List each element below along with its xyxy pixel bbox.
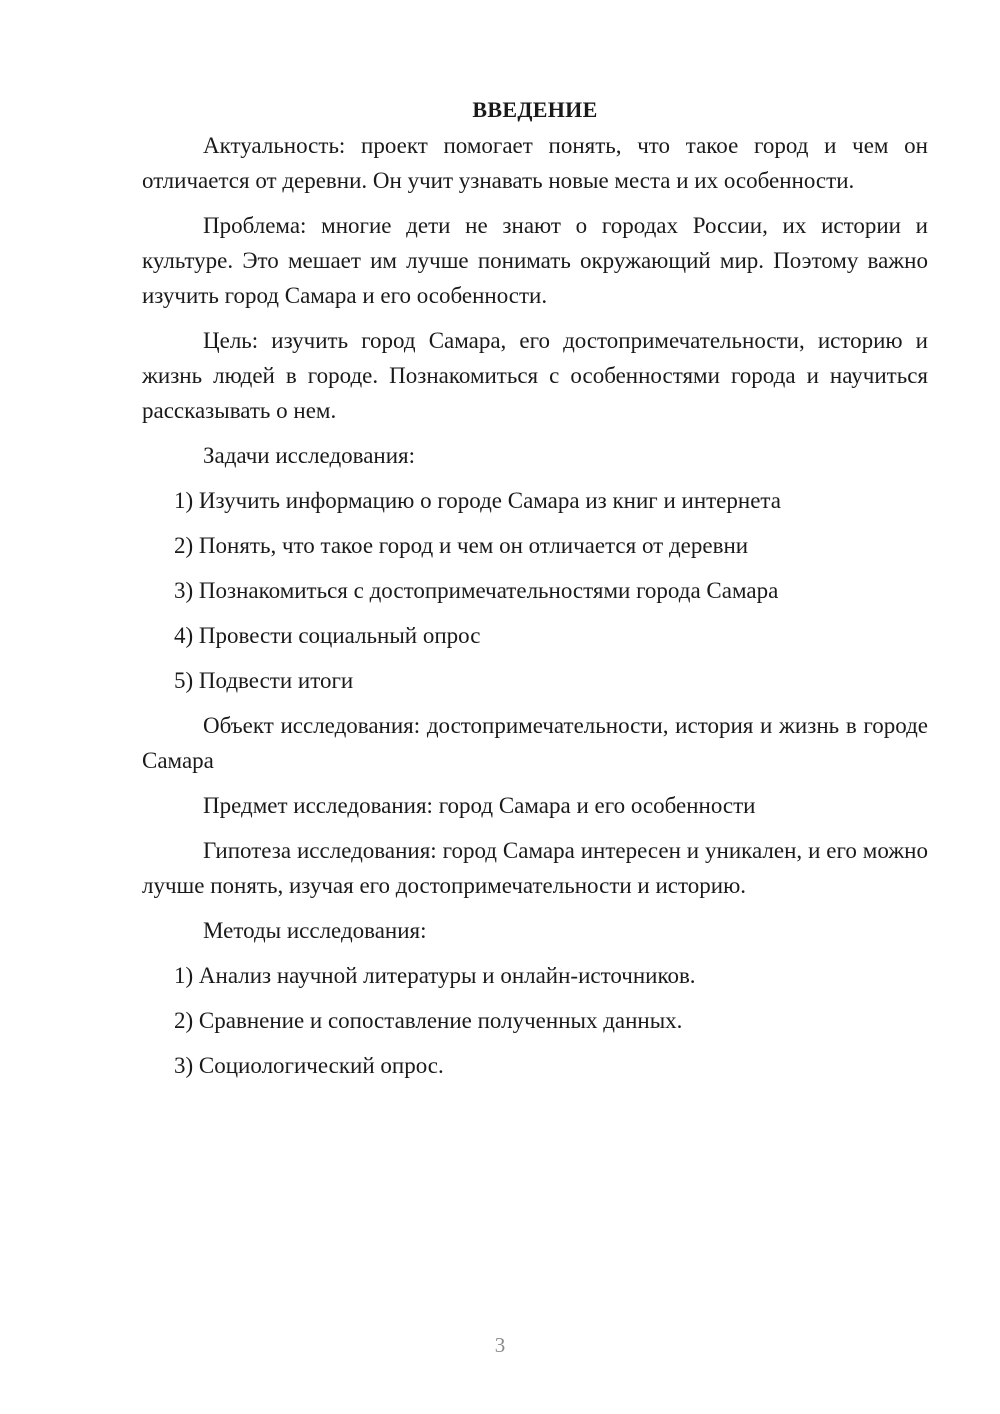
- relevance-paragraph: Актуальность: проект помогает понять, что такое город и чем он отличается от деревни. Он учит узнавать новые места и их особенности.: [142, 133, 928, 193]
- goal-paragraph: Цель: изучить город Самара, его достопримечательности, историю и жизнь людей в городе. Познакомиться с особенностями города и научиться рассказывать о нем.: [142, 328, 928, 423]
- list-item: 2) Сравнение и сопоставление полученных данных.: [174, 1008, 683, 1033]
- hypothesis-paragraph: Гипотеза исследования: город Самара интересен и уникален, и его можно лучше понять, изучая его достопримечательности и историю.: [142, 838, 928, 898]
- list-item: 3) Познакомиться с достопримечательностями города Самара: [174, 578, 779, 603]
- tasks-heading: Задачи исследования:: [203, 443, 416, 468]
- list-item: 3) Социологический опрос.: [174, 1053, 444, 1078]
- document-page: [142, 92, 928, 1093]
- tasks-list: [142, 483, 928, 698]
- list-item: 5) Подвести итоги: [174, 668, 354, 693]
- list-item: 2) Понять, что такое город и чем он отличается от деревни: [174, 533, 749, 558]
- methods-heading: Методы исследования:: [203, 918, 427, 943]
- page-number: 3: [494, 1333, 506, 1357]
- methods-list: [142, 958, 928, 1083]
- list-item: 1) Анализ научной литературы и онлайн-источников.: [174, 963, 696, 988]
- list-item: 1) Изучить информацию о городе Самара из книг и интернета: [174, 488, 781, 513]
- object-paragraph: Объект исследования: достопримечательности, история и жизнь в городе Самара: [142, 713, 928, 773]
- problem-paragraph: Проблема: многие дети не знают о городах России, их истории и культуре. Это мешает им лучше понимать окружающий мир. Поэтому важно изучить город Самара и его особенности.: [142, 213, 928, 308]
- page-title: ВВЕДЕНИЕ: [472, 97, 598, 122]
- list-item: 4) Провести социальный опрос: [174, 623, 481, 648]
- subject-paragraph: Предмет исследования: город Самара и его особенности: [203, 793, 756, 818]
